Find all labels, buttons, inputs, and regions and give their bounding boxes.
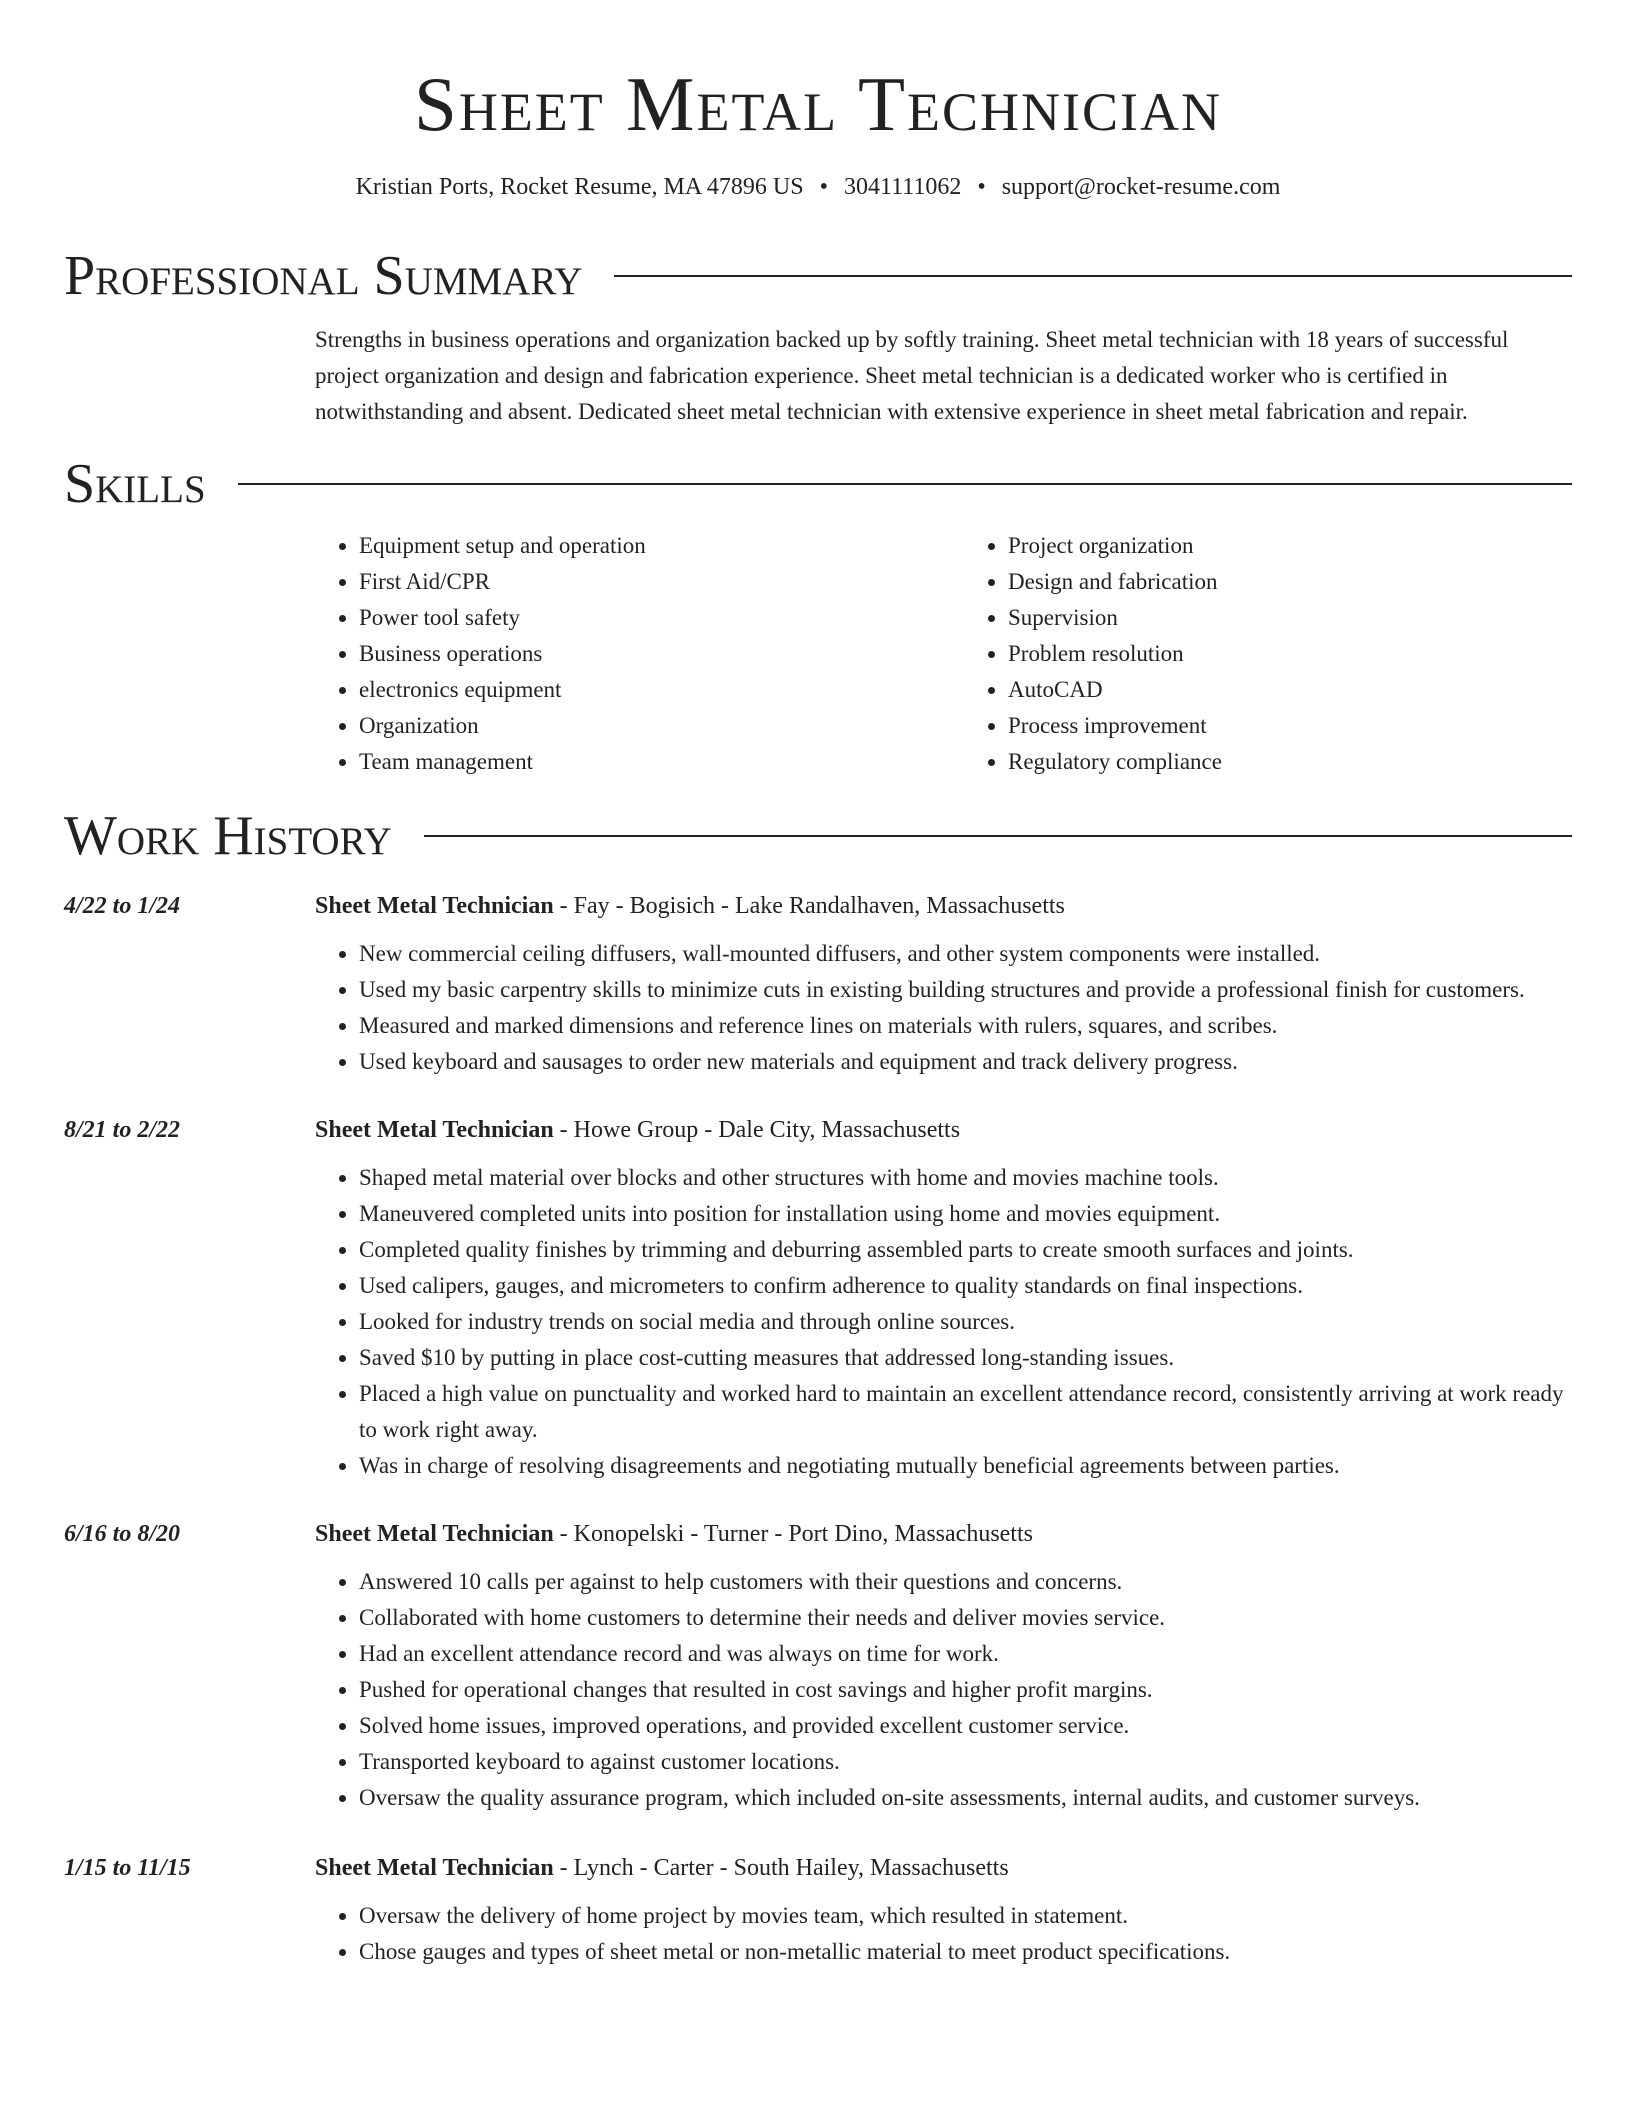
skill-item: • electronics equipment	[359, 672, 923, 708]
job-bullet: • Measured and marked dimensions and reference lines on materials with rulers, squares, and scribes.	[359, 1008, 1572, 1044]
work-history-heading-text: Work History	[64, 805, 392, 867]
job-bullet: • Oversaw the quality assurance program, which included on-site assessments, internal audits, and customer surveys.	[359, 1780, 1572, 1816]
job-bullet: • Completed quality finishes by trimming and deburring assembled parts to create smooth surfaces and joints.	[359, 1232, 1572, 1268]
skill-item: • Supervision	[1008, 600, 1572, 636]
contact-line	[64, 172, 1572, 202]
job-bullets	[315, 1898, 1572, 1970]
section-divider	[238, 483, 1572, 485]
job-bullets	[315, 936, 1572, 1080]
job-employer: - Howe Group - Dale City, Massachusetts	[553, 1117, 961, 1143]
summary-heading-text: Professional Summary	[64, 245, 583, 307]
job-entry	[64, 1516, 1572, 1816]
contact-address: Kristian Ports, Rocket Resume, MA 47896 US	[355, 174, 804, 200]
resume-name: Sheet Metal Technician	[414, 61, 1222, 147]
job-bullet: • Used calipers, gauges, and micrometers to confirm adherence to quality standards on final inspections.	[359, 1268, 1572, 1304]
skills-heading-text: Skills	[64, 453, 206, 515]
summary-section-heading	[64, 244, 1572, 308]
job-bullet: • Answered 10 calls per against to help customers with their questions and concerns.	[359, 1564, 1572, 1600]
skill-item: • Equipment setup and operation	[359, 528, 923, 564]
contact-email: support@rocket-resume.com	[1001, 174, 1281, 200]
skills-column-left	[315, 528, 923, 780]
work-history-section-heading	[64, 804, 1572, 868]
skills-section-heading	[64, 452, 1572, 516]
skill-item: • Power tool safety	[359, 600, 923, 636]
contact-phone: 3041111062	[843, 174, 962, 200]
job-title-line	[315, 1516, 1572, 1552]
section-divider	[424, 835, 1572, 837]
skills-column-right	[964, 528, 1572, 780]
job-bullet: • Collaborated with home customers to determine their needs and deliver movies service.	[359, 1600, 1572, 1636]
contact-separator: •	[977, 174, 986, 200]
job-title-line	[315, 1112, 1572, 1148]
job-entry	[64, 1850, 1572, 1970]
job-bullet: • Was in charge of resolving disagreements and negotiating mutually beneficial agreements between parties.	[359, 1448, 1572, 1484]
skill-item: • Business operations	[359, 636, 923, 672]
job-title-line	[315, 888, 1572, 924]
skill-item: • Team management	[359, 744, 923, 780]
job-dates: 6/16 to 8/20	[64, 1521, 181, 1547]
job-bullet: • Had an excellent attendance record and was always on time for work.	[359, 1636, 1572, 1672]
skill-item: • AutoCAD	[1008, 672, 1572, 708]
skill-item: • Organization	[359, 708, 923, 744]
job-employer: - Konopelski - Turner - Port Dino, Massachusetts	[553, 1521, 1033, 1547]
job-employer: - Fay - Bogisich - Lake Randalhaven, Massachusetts	[553, 893, 1065, 919]
job-title: Sheet Metal Technician	[315, 1855, 554, 1881]
skill-item: • First Aid/CPR	[359, 564, 923, 600]
job-dates: 8/21 to 2/22	[64, 1117, 181, 1143]
job-entry	[64, 888, 1572, 1080]
contact-separator: •	[819, 174, 828, 200]
skill-item: • Process improvement	[1008, 708, 1572, 744]
job-title: Sheet Metal Technician	[315, 893, 554, 919]
job-bullet: • Used my basic carpentry skills to minimize cuts in existing building structures and provide a professional finish for customers.	[359, 972, 1572, 1008]
job-bullet: • Shaped metal material over blocks and other structures with home and movies machine tools.	[359, 1160, 1572, 1196]
job-bullets	[315, 1564, 1572, 1816]
job-bullet: • Maneuvered completed units into position for installation using home and movies equipment.	[359, 1196, 1572, 1232]
job-bullet: • New commercial ceiling diffusers, wall-mounted diffusers, and other system components were installed.	[359, 936, 1572, 972]
section-divider	[614, 275, 1572, 277]
job-bullet: • Looked for industry trends on social media and through online sources.	[359, 1304, 1572, 1340]
job-dates: 4/22 to 1/24	[64, 893, 181, 919]
job-bullet: • Transported keyboard to against customer locations.	[359, 1744, 1572, 1780]
job-title: Sheet Metal Technician	[315, 1521, 554, 1547]
skill-item: • Design and fabrication	[1008, 564, 1572, 600]
job-dates: 1/15 to 11/15	[64, 1855, 191, 1881]
job-title-line	[315, 1850, 1572, 1886]
job-bullets	[315, 1160, 1572, 1484]
job-entry	[64, 1112, 1572, 1484]
skill-item: • Project organization	[1008, 528, 1572, 564]
job-bullet: • Oversaw the delivery of home project by movies team, which resulted in statement.	[359, 1898, 1572, 1934]
job-bullet: • Placed a high value on punctuality and worked hard to maintain an excellent attendance record, consistently arriving at work ready to work right away.	[359, 1376, 1572, 1448]
job-title: Sheet Metal Technician	[315, 1117, 554, 1143]
job-employer: - Lynch - Carter - South Hailey, Massachusetts	[553, 1855, 1009, 1881]
job-bullet: • Pushed for operational changes that resulted in cost savings and higher profit margins.	[359, 1672, 1572, 1708]
job-bullet: • Saved $10 by putting in place cost-cutting measures that addressed long-standing issues.	[359, 1340, 1572, 1376]
resume-page	[64, 0, 1572, 1970]
skill-item: • Regulatory compliance	[1008, 744, 1572, 780]
skill-item: • Problem resolution	[1008, 636, 1572, 672]
job-bullet: • Solved home issues, improved operations, and provided excellent customer service.	[359, 1708, 1572, 1744]
job-bullet: • Chose gauges and types of sheet metal or non-metallic material to meet product specifications.	[359, 1934, 1572, 1970]
skills-list	[315, 528, 1572, 780]
summary-text: Strengths in business operations and organization backed up by softly training. Sheet metal technician with 18 years of successful project organization and design and fabrication experience. Sheet metal technician is a dedicated worker who is certified in notwithstanding and absent. Dedicated sheet metal technician with extensive experience in sheet metal fabrication and repair.	[315, 327, 1509, 424]
job-bullet: • Used keyboard and sausages to order new materials and equipment and track delivery progress.	[359, 1044, 1572, 1080]
